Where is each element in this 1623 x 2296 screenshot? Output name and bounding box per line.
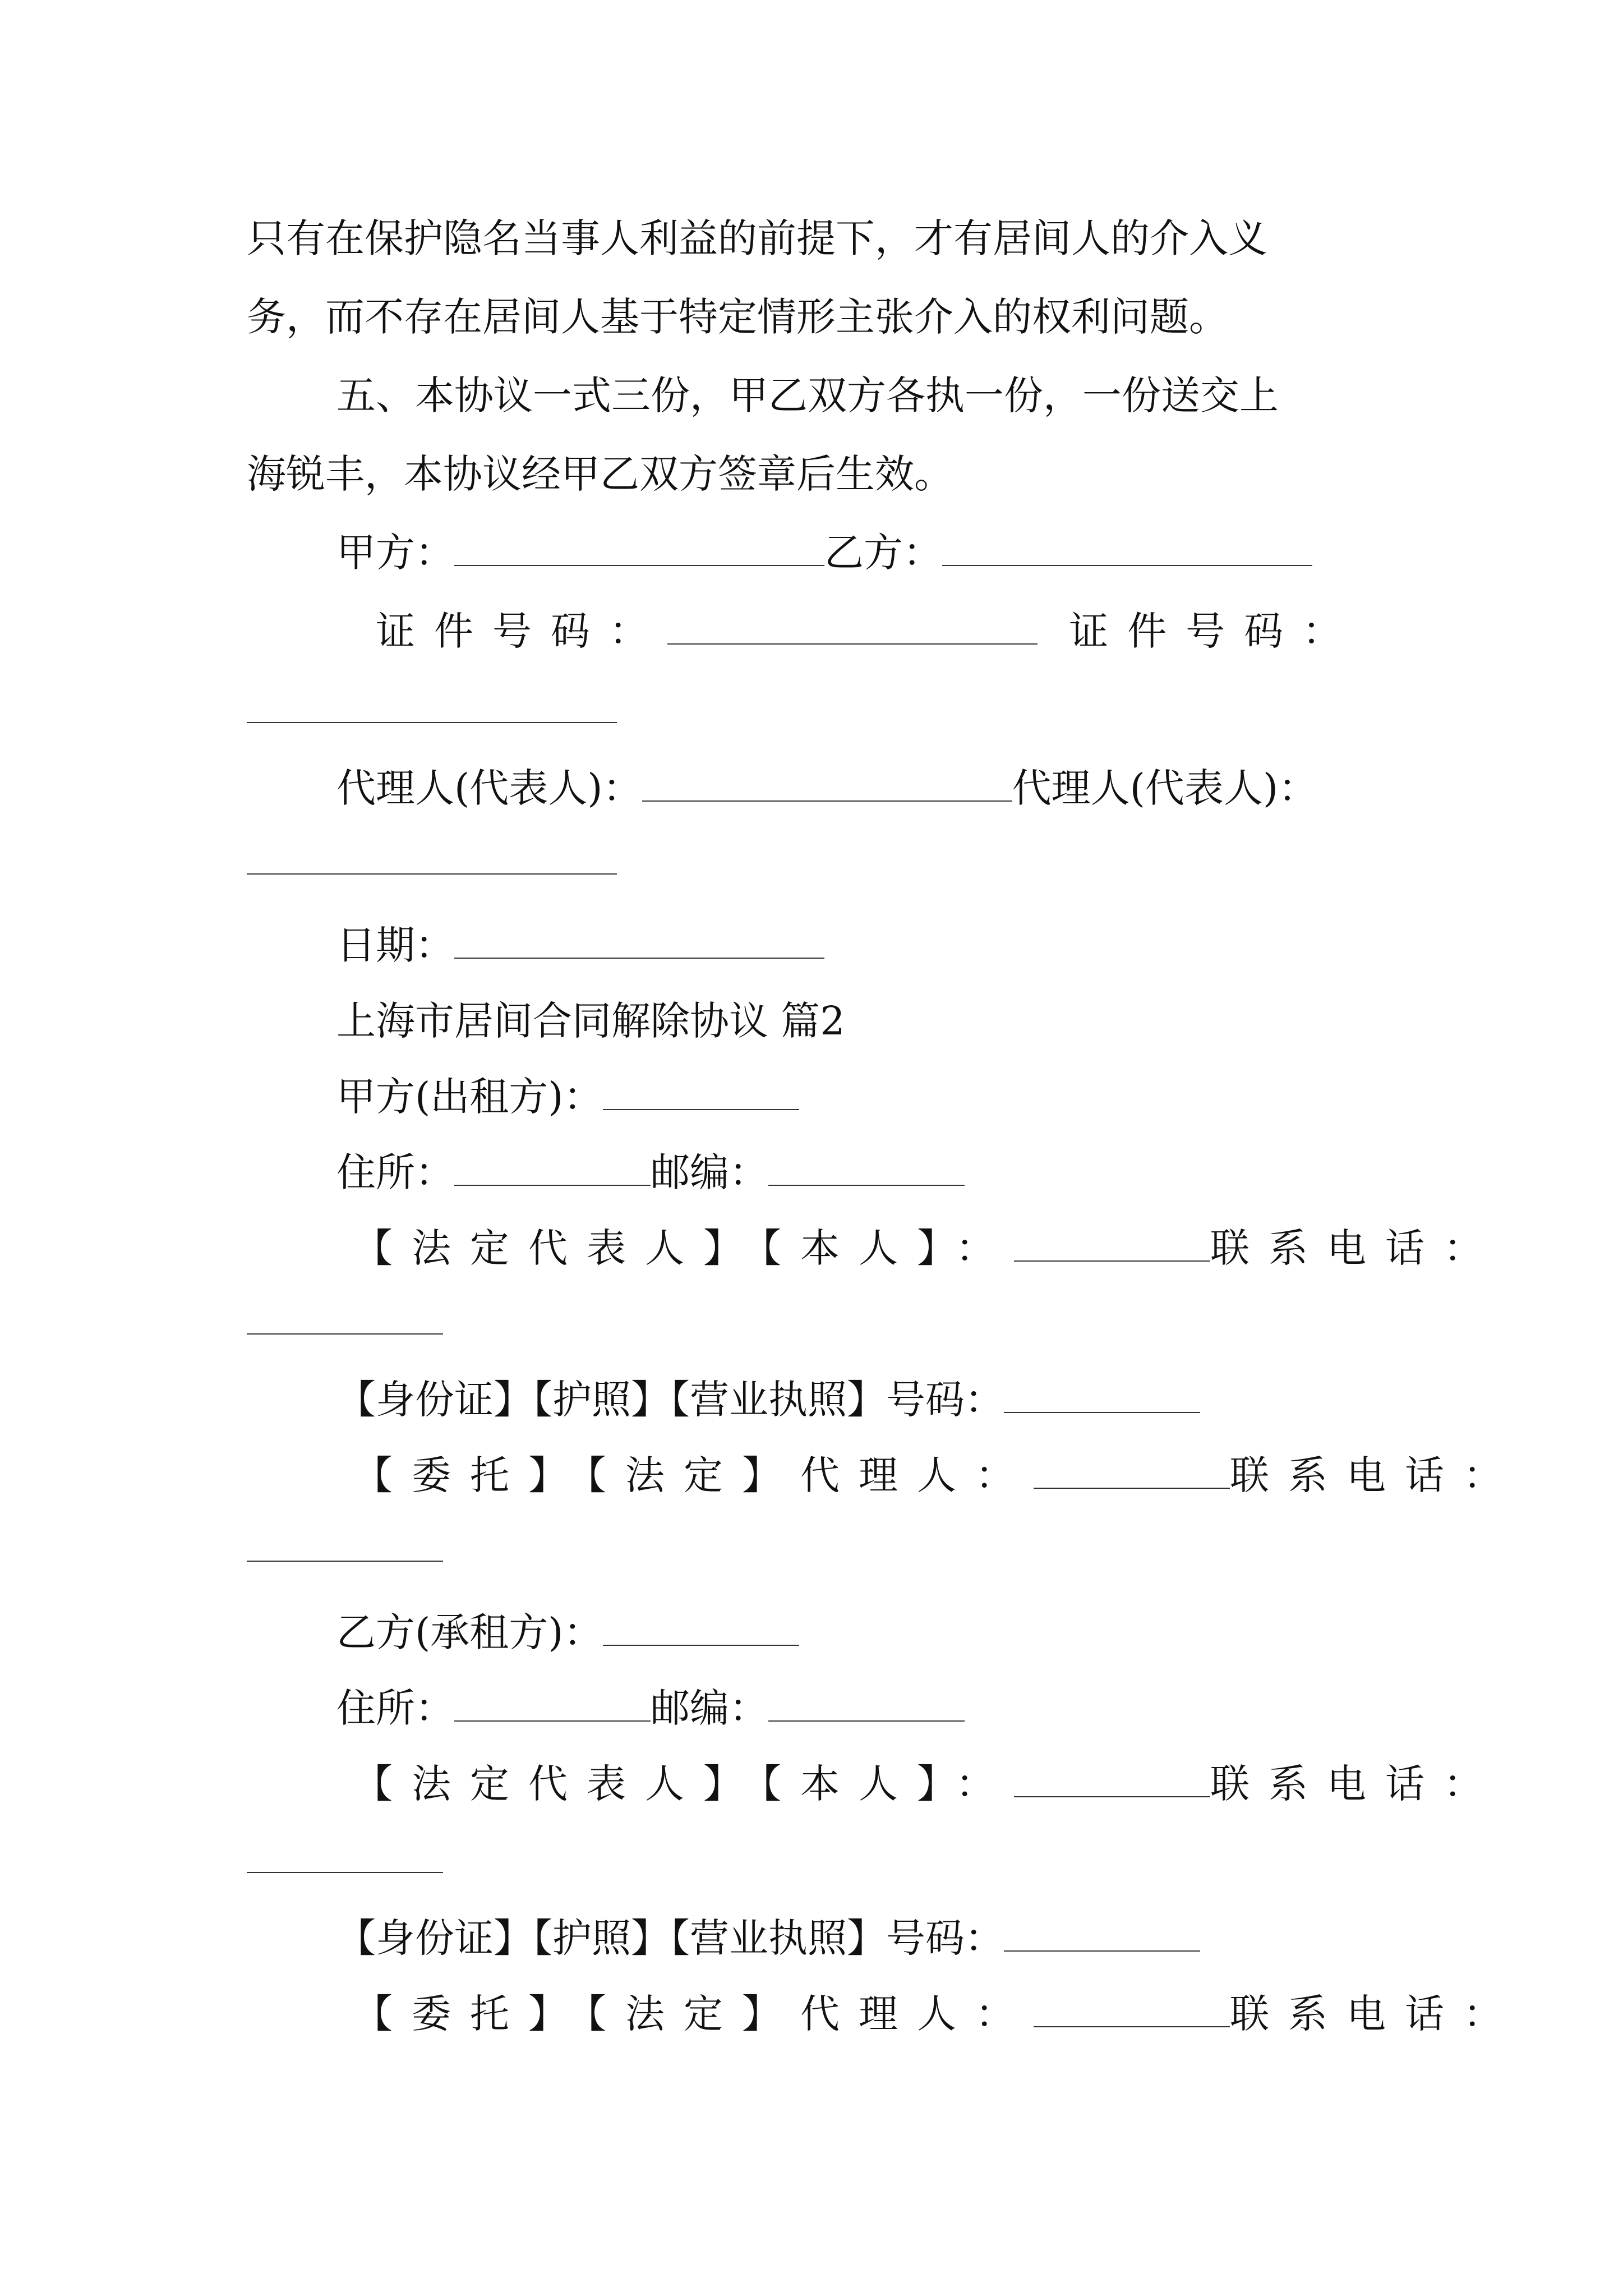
agent-label: 【委托】【法定】代理人： <box>353 1991 1034 2037</box>
id-number-row <box>376 603 1361 659</box>
legal-rep-field[interactable] <box>1014 1757 1210 1797</box>
party-b-label: 乙方： <box>824 530 942 576</box>
agent-row <box>336 760 1317 816</box>
paragraph-line: 务，而不存在居间人基于特定情形主张介入的权利问题。 <box>247 294 1228 340</box>
paragraph-line: 五、本协议一式三份，甲乙双方各执一份，一份送交上 <box>336 372 1279 418</box>
lessor-label: 甲方(出租方)： <box>336 1074 603 1120</box>
lessee-row <box>336 1604 799 1660</box>
phone-label: 联系电话： <box>1210 1761 1502 1807</box>
paragraph-line: 海锐丰，本协议经甲乙双方签章后生效。 <box>247 451 953 497</box>
phone-label: 联系电话： <box>1230 1452 1521 1498</box>
id-number-b-field[interactable] <box>247 721 617 723</box>
postcode-field[interactable] <box>768 1145 965 1186</box>
lessor-id-row <box>336 1372 1200 1428</box>
lessee-address-row <box>336 1680 965 1736</box>
agent-field[interactable] <box>1034 1987 1230 2027</box>
legal-rep-label: 【法定代表人】【本人】： <box>353 1225 1014 1271</box>
postcode-field[interactable] <box>768 1681 965 1722</box>
lessee-field[interactable] <box>603 1605 799 1646</box>
date-row <box>336 917 824 973</box>
party-a-label: 甲方： <box>336 530 454 576</box>
phone-field[interactable] <box>247 1332 443 1335</box>
postcode-label: 邮编： <box>651 1685 768 1731</box>
postcode-label: 邮编： <box>651 1149 768 1195</box>
agent-a-label: 代理人(代表人)： <box>336 765 642 811</box>
id-number-b-label: 证件号码： <box>1069 608 1361 654</box>
date-label: 日期： <box>336 922 454 968</box>
lessor-agent-row <box>353 1447 1521 1503</box>
agent-b-field[interactable] <box>247 872 617 875</box>
id-type-label: 【身份证】【护照】【营业执照】号码： <box>336 1377 1004 1423</box>
address-label: 住所： <box>336 1685 454 1731</box>
id-type-field[interactable] <box>1004 1373 1200 1413</box>
party-b-signature-field[interactable] <box>942 526 1312 566</box>
id-type-label: 【身份证】【护照】【营业执照】号码： <box>336 1915 1004 1961</box>
address-field[interactable] <box>454 1681 651 1722</box>
agent-b-label: 代理人(代表人)： <box>1012 765 1318 811</box>
address-field[interactable] <box>454 1145 651 1186</box>
id-number-a-field[interactable] <box>667 604 1038 645</box>
phone-field[interactable] <box>247 1871 443 1873</box>
agent-phone-field[interactable] <box>247 1559 443 1562</box>
section-title: 上海市居间合同解除协议 篇2 <box>336 998 845 1044</box>
phone-label: 联系电话： <box>1210 1225 1502 1271</box>
agent-field[interactable] <box>1034 1448 1230 1489</box>
agent-label: 【委托】【法定】代理人： <box>353 1452 1034 1498</box>
lessee-id-row <box>336 1910 1200 1966</box>
party-a-signature-field[interactable] <box>454 526 824 566</box>
legal-rep-field[interactable] <box>1014 1221 1210 1262</box>
agent-a-field[interactable] <box>642 761 1012 802</box>
phone-label: 联系电话： <box>1230 1991 1521 2037</box>
lessee-label: 乙方(承租方)： <box>336 1609 603 1655</box>
id-number-a-label: 证件号码： <box>376 608 667 654</box>
paragraph-line: 只有在保护隐名当事人利益的前提下，才有居间人的介入义 <box>247 215 1267 261</box>
date-field[interactable] <box>454 918 824 959</box>
legal-rep-label: 【法定代表人】【本人】： <box>353 1761 1014 1807</box>
lessee-legal-rep-row <box>353 1756 1502 1812</box>
id-type-field[interactable] <box>1004 1911 1200 1952</box>
lessor-field[interactable] <box>603 1070 799 1110</box>
address-label: 住所： <box>336 1149 454 1195</box>
lessee-agent-row <box>353 1986 1521 2042</box>
lessor-address-row <box>336 1144 965 1200</box>
lessor-row <box>336 1069 799 1125</box>
signature-party-row <box>336 524 1312 581</box>
lessor-legal-rep-row <box>353 1220 1502 1276</box>
